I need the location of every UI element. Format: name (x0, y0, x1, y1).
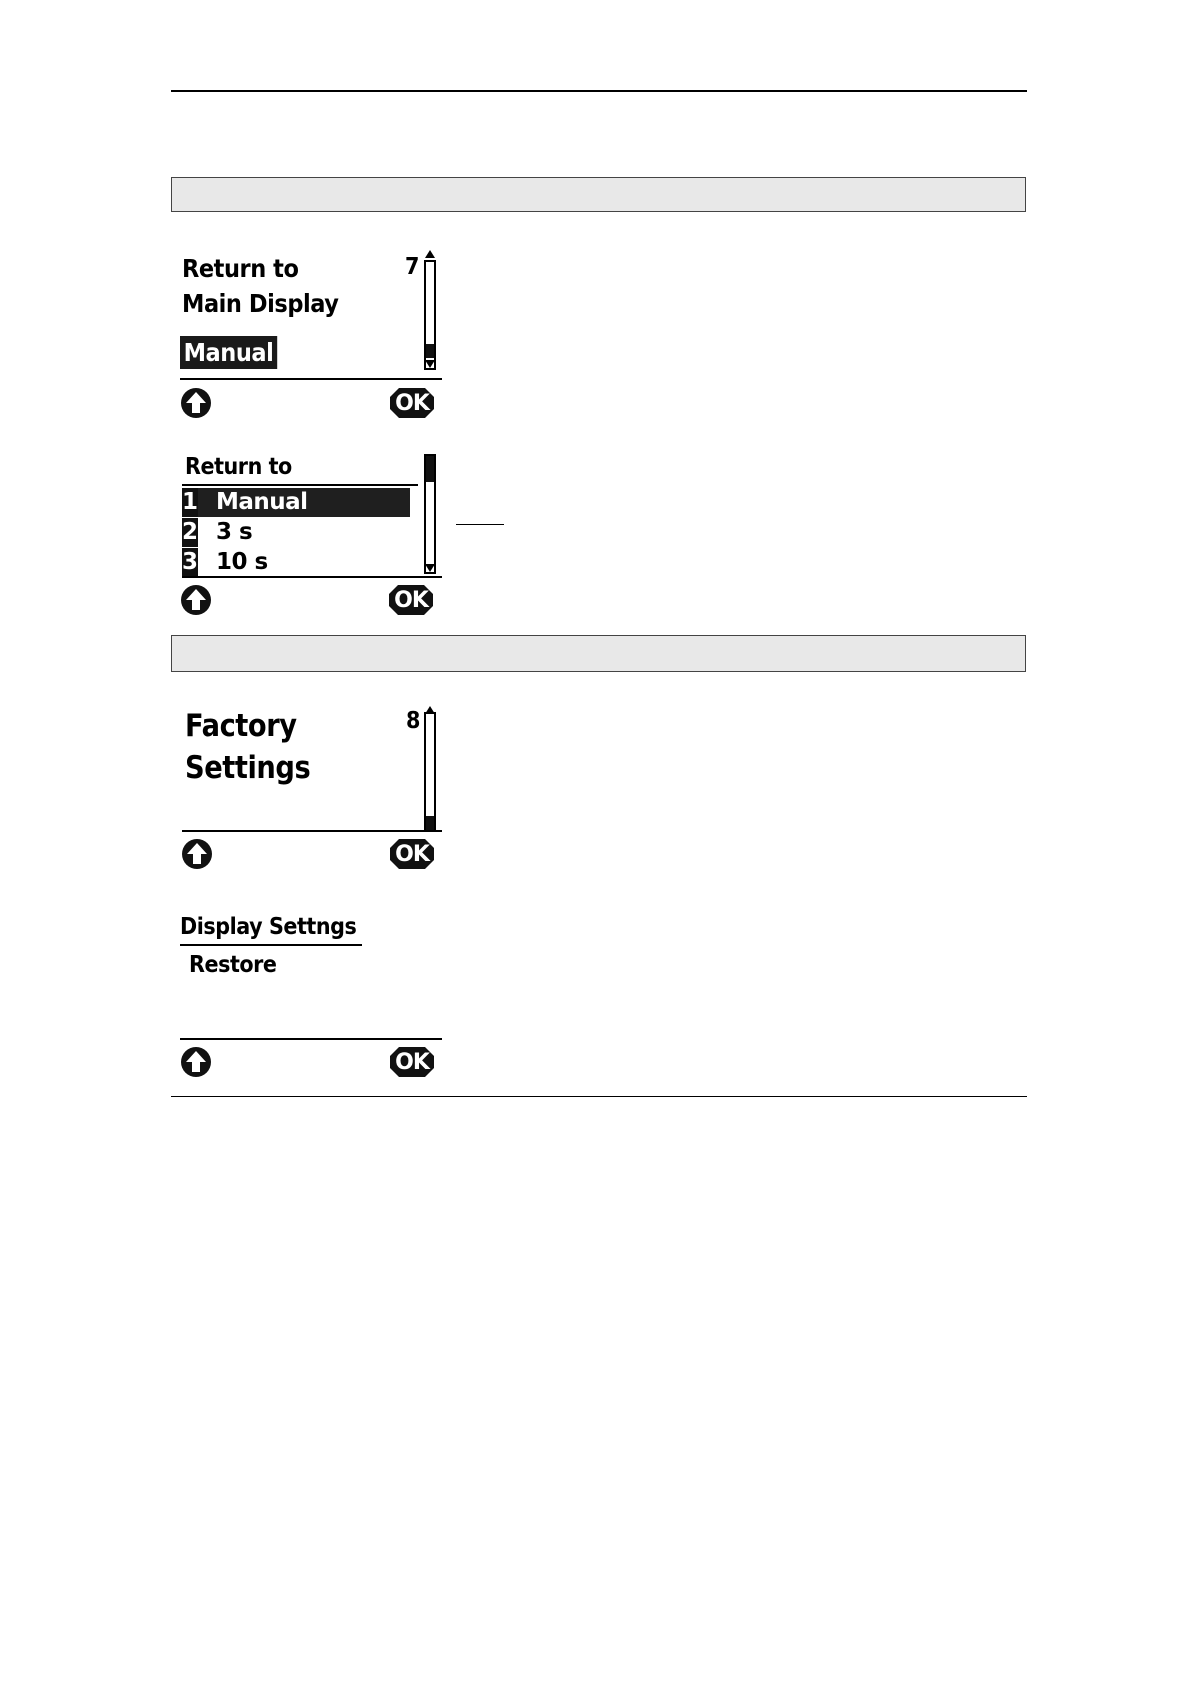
header-rule (171, 90, 1027, 92)
up-arrow-icon[interactable] (180, 584, 212, 616)
section-bar-1 (171, 177, 1026, 212)
softkey-divider (180, 378, 442, 380)
option-number: 3 (182, 549, 199, 575)
ok-label: OK (395, 390, 429, 416)
settings-title: Display Settngs (180, 914, 357, 940)
lcd-screen-display-settings (178, 910, 448, 1085)
ok-button[interactable] (388, 584, 434, 616)
scroll-down-arrow-icon (425, 564, 435, 572)
ok-button[interactable] (389, 838, 435, 870)
option-number: 2 (182, 519, 199, 545)
lcd-screen-factory-settings (178, 700, 448, 875)
scrollbar[interactable] (424, 712, 436, 830)
screen-title-line1: Factory (185, 708, 297, 744)
footer-rule (171, 1096, 1027, 1097)
restore-option[interactable]: Restore (189, 952, 277, 978)
ok-label: OK (395, 841, 429, 867)
ok-button[interactable] (389, 387, 435, 419)
ok-label: OK (394, 587, 428, 613)
option-number: 1 (182, 489, 199, 515)
scrollbar[interactable] (424, 454, 436, 574)
options-title: Return to (185, 454, 292, 480)
current-value: Manual (180, 336, 277, 369)
screen-title-line2: Settings (185, 750, 311, 786)
up-arrow-icon[interactable] (180, 1046, 212, 1078)
scroll-down-arrow-icon (425, 360, 435, 368)
menu-index: 8 (406, 708, 420, 734)
ok-button[interactable] (389, 1046, 435, 1078)
softkey-divider (182, 576, 442, 578)
scrollbar-thumb[interactable] (426, 344, 434, 358)
lcd-screen-return-to (178, 248, 448, 423)
title-underline (182, 484, 418, 486)
softkey-divider (180, 1038, 442, 1040)
ok-label: OK (395, 1049, 429, 1075)
scrollbar-thumb[interactable] (426, 456, 434, 482)
option-label-10s[interactable]: 10 s (216, 549, 268, 575)
scrollbar-thumb[interactable] (426, 816, 434, 830)
scroll-up-arrow-icon (425, 706, 435, 714)
up-arrow-icon[interactable] (180, 387, 212, 419)
lcd-screen-return-to-options (178, 450, 448, 620)
screen-title-line2: Main Display (182, 289, 339, 318)
title-underline (180, 944, 362, 946)
scrollbar[interactable] (424, 260, 436, 370)
scroll-up-arrow-icon (425, 250, 435, 258)
callout-line (456, 524, 504, 525)
option-label-3s[interactable]: 3 s (216, 519, 253, 545)
up-arrow-icon[interactable] (181, 838, 213, 870)
screen-title-line1: Return to (182, 254, 299, 283)
softkey-divider (182, 830, 442, 832)
menu-index: 7 (405, 254, 419, 280)
option-label-manual[interactable]: Manual (216, 489, 308, 515)
section-bar-2 (171, 635, 1026, 672)
